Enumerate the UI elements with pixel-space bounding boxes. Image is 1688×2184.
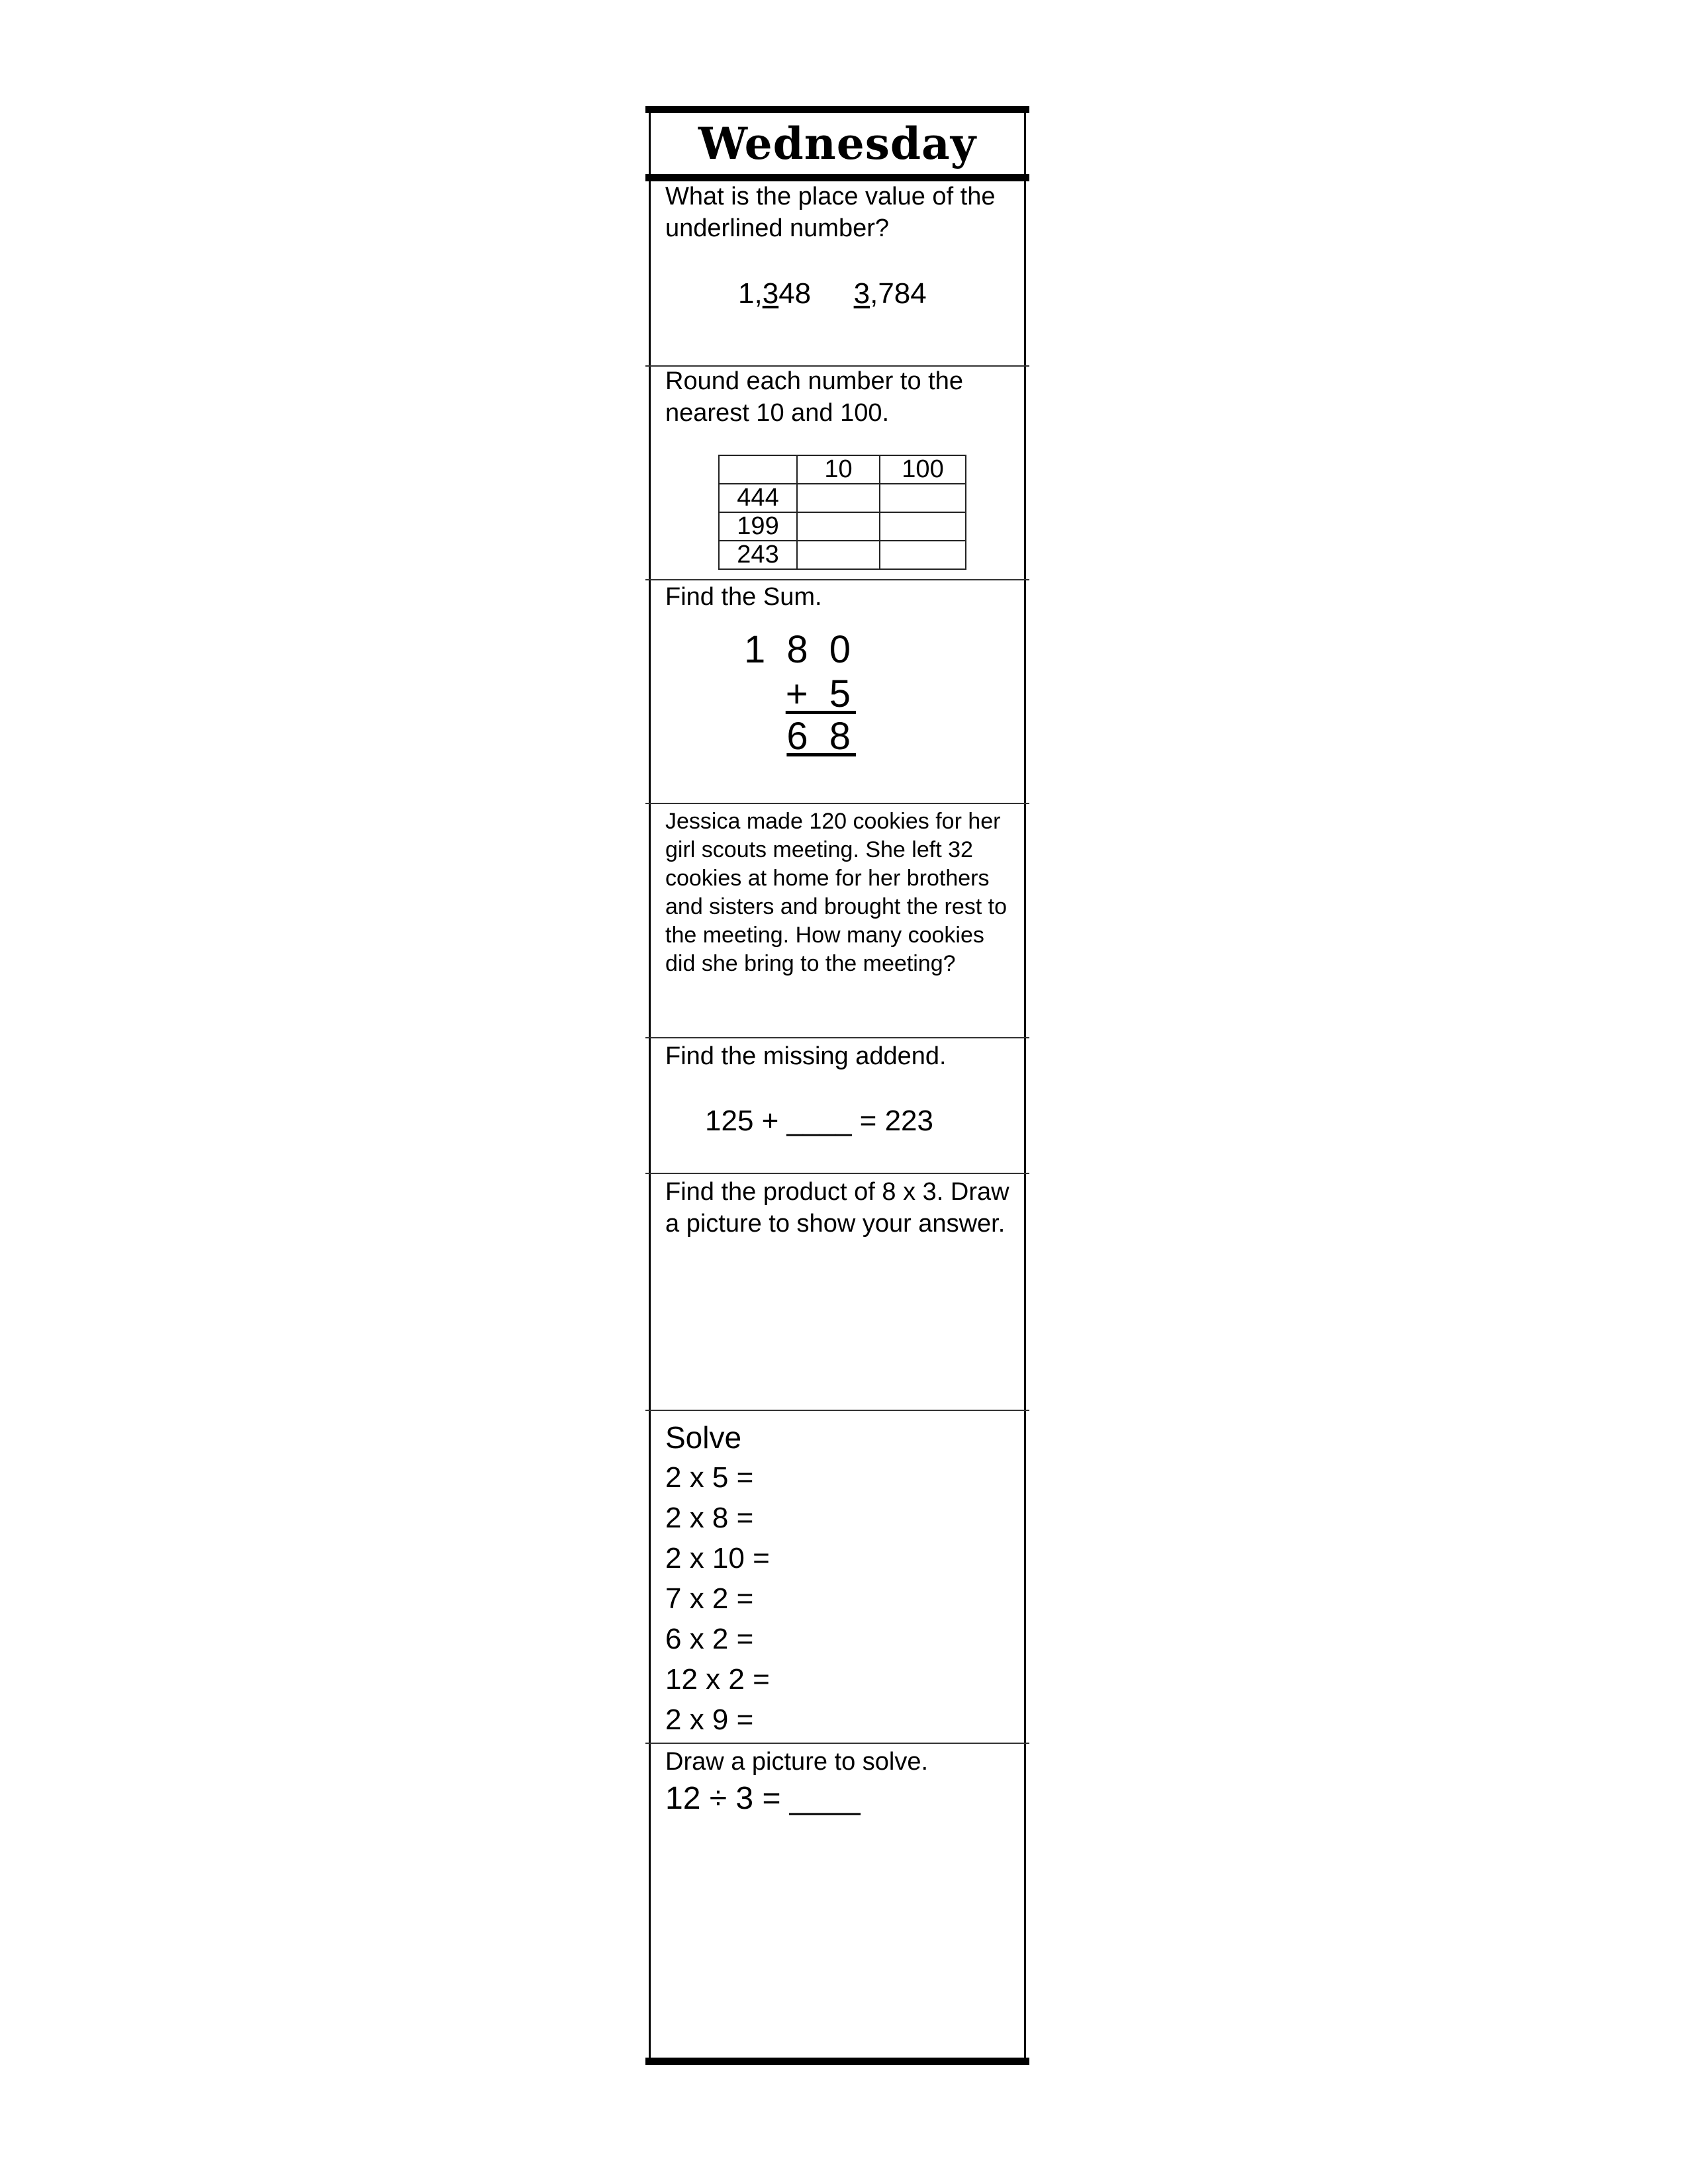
number-1-after: 48 [778,277,812,310]
header-cell: 10 [797,455,880,484]
section-divider [645,1173,1029,1174]
solve-title: Solve [665,1420,742,1455]
left-border [649,106,651,2065]
product-prompt: Find the product of 8 x 3. Draw a picture to show your answer. [665,1178,1009,1238]
section-divider [645,1037,1029,1038]
rounding-table [718,455,966,570]
section-divider [645,1410,1029,1411]
answer-cell[interactable] [797,484,880,512]
place-value-prompt: What is the place value of the underlined number? [665,183,996,242]
rounding-prompt: Round each number to the nearest 10 and 100. [665,367,963,427]
section-divider [645,1743,1029,1744]
table-header-row [719,455,966,484]
answer-cell[interactable] [880,484,966,512]
header-cell [719,455,797,484]
number-2-after: ,784 [870,277,927,310]
bottom-border [645,2058,1029,2065]
table-row [719,541,966,569]
solve-line: 6 x 2 = [665,1623,754,1655]
answer-cell[interactable] [880,512,966,541]
number-1-underlined: 3 [762,277,779,310]
section-divider [645,579,1029,580]
sum-prompt: Find the Sum. [665,583,822,611]
missing-addend-prompt: Find the missing addend. [665,1042,947,1070]
answer-cell[interactable] [880,541,966,569]
solve-section [665,1418,1023,1740]
solve-line: 2 x 8 = [665,1502,754,1534]
row-number: 243 [719,541,797,569]
number-2-underlined: 3 [853,277,870,310]
sum-top-number: 1 8 0 [744,628,856,671]
right-border [1024,106,1026,2065]
division-prompt: Draw a picture to solve. [665,1748,929,1776]
table-row [719,512,966,541]
sum-bottom-number: + 5 6 8 [785,672,856,758]
solve-line: 2 x 9 = [665,1704,754,1736]
row-number: 199 [719,512,797,541]
row-number: 444 [719,484,797,512]
solve-line: 2 x 5 = [665,1461,754,1494]
number-1-before: 1, [738,277,763,310]
worksheet-column [645,106,1029,2065]
table-row [719,484,966,512]
place-value-numbers [738,277,1096,311]
word-problem: Jessica made 120 cookies for her girl scouts meeting. She left 32 cookies at home for her brothers and sisters and brought the rest to the meeting. How many cookies did she bring to the meeting? [665,809,1007,976]
solve-line: 12 x 2 = [665,1663,770,1696]
top-border [645,106,1029,113]
solve-line: 7 x 2 = [665,1582,754,1615]
solve-line: 2 x 10 = [665,1542,770,1574]
division-equation: 12 ÷ 3 = ____ [665,1781,861,1816]
missing-addend-equation: 125 + ____ = 223 [705,1105,933,1137]
day-title: Wednesday [698,118,977,169]
answer-cell[interactable] [797,541,880,569]
header-cell: 100 [880,455,966,484]
section-divider [645,803,1029,804]
answer-cell[interactable] [797,512,880,541]
